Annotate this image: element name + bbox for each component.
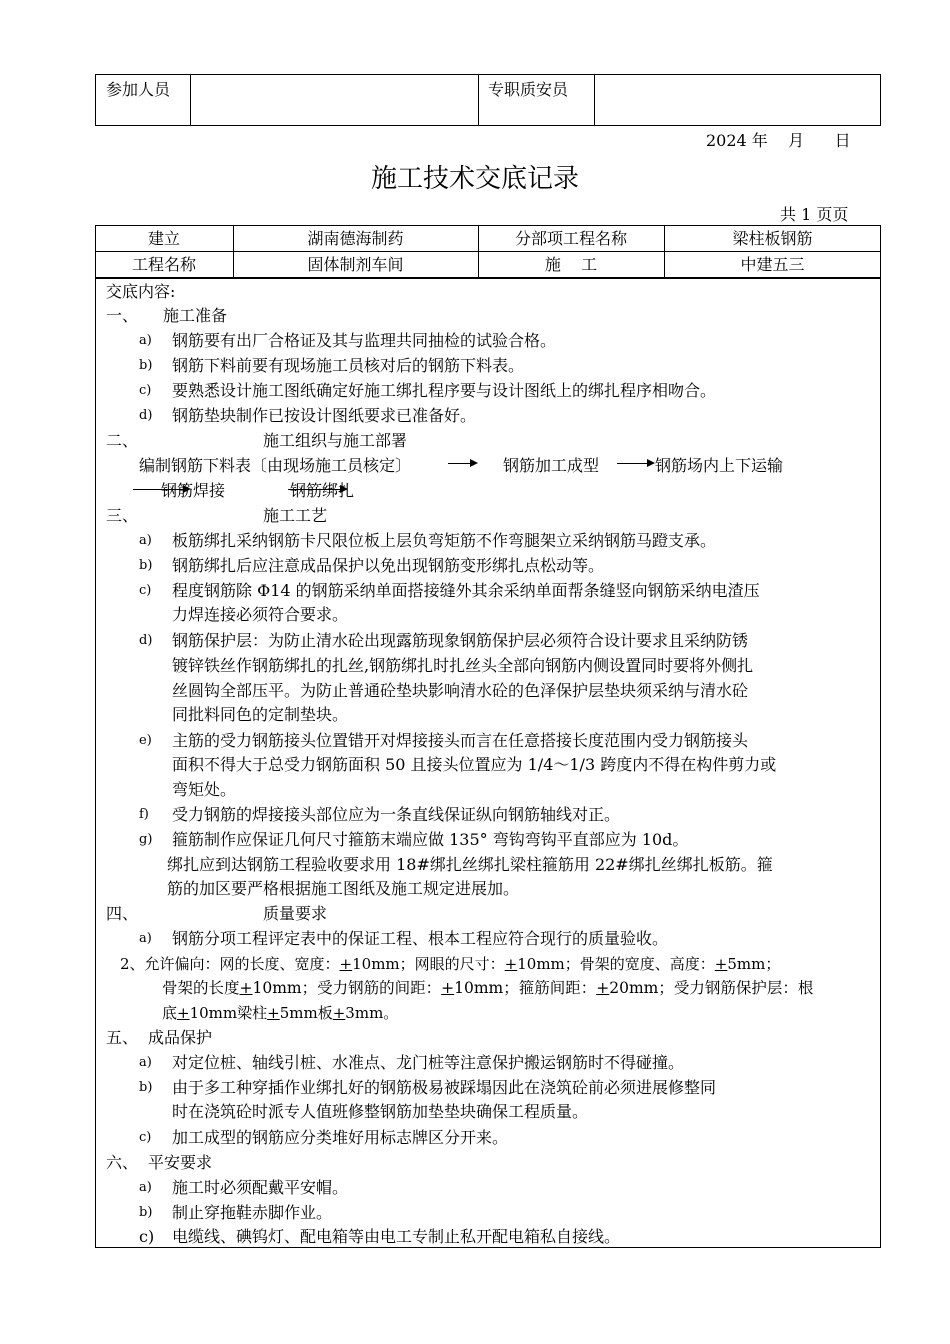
- tolerance-text: 10mm；箍筋间距：: [454, 979, 597, 997]
- item-marker: c): [139, 583, 152, 598]
- page-title: 施工技术交底记录: [370, 164, 579, 194]
- tolerance-line-2: [162, 976, 813, 1000]
- list-item-cont: 时在浇筑砼时派专人值班修整钢筋加垫垫块确保工程质量。: [172, 1102, 589, 1121]
- tolerance-text: 10mm；骨架的宽度、高度：: [517, 955, 715, 973]
- list-item-cont: 面积不得大于总受力钢筋面积 50 且接头位置应为 1/4～1/3 跨度内不得在构件剪力或: [172, 755, 777, 774]
- flow-arrow: [617, 463, 647, 464]
- list-item: 制止穿拖鞋赤脚作业。: [172, 1203, 333, 1222]
- plus-minus-sign: +: [332, 1004, 346, 1022]
- tolerance-text: 20mm；受力钢筋保护层：根: [609, 979, 814, 997]
- section-number: 四、: [106, 904, 139, 923]
- list-item-cont: 力焊连接必须符合要求。: [172, 605, 349, 624]
- item-marker: b): [139, 358, 153, 373]
- section-title: 质量要求: [263, 904, 328, 923]
- info-r1c3: 分部项工程名称: [514, 229, 627, 248]
- flow-step: 编制钢筋下料表〔由现场施工员核定〕: [139, 456, 412, 475]
- item-marker: c): [139, 1130, 152, 1145]
- list-item: 程度钢筋除 Φ14 的钢筋采纳单面搭接缝外其余采纳单面帮条缝竖向钢筋采纳电渣压: [172, 581, 760, 600]
- list-item: 箍筋制作应保证几何尺寸箍筋末端应做 135° 弯钩弯钩平直部应为 10d。: [172, 830, 689, 849]
- list-item-cont: 丝圆钩全部压平。为防止普通砼垫块影响清水砼的色泽保护层垫块须采纳与清水砼: [172, 681, 749, 700]
- list-item-cont: 绑扎应到达钢筋工程验收要求用 18#绑扎丝绑扎梁柱箍筋用 22#绑扎丝绑扎板筋。箍: [167, 855, 773, 874]
- item-marker: b): [139, 558, 153, 573]
- item-marker: d): [139, 408, 153, 423]
- info-r1c2: 湖南德海制药: [307, 229, 404, 248]
- tolerance-text: 骨架的长度: [162, 979, 240, 997]
- section-number: 三、: [106, 506, 139, 525]
- item-marker: e): [139, 733, 152, 748]
- tolerance-text: 5mm板: [279, 1004, 333, 1022]
- section-title: 施工工艺: [263, 506, 328, 525]
- item-marker: g): [139, 832, 153, 847]
- page-count: 共 1 页页: [780, 205, 849, 224]
- plus-minus-sign: +: [339, 955, 353, 973]
- flow-step: 钢筋场内上下运输: [655, 456, 784, 475]
- list-item: 钢筋保护层：为防止清水砼出现露筋现象钢筋保护层必须符合设计要求且采纳防锈: [172, 631, 749, 650]
- tolerance-text: 5mm；: [727, 955, 781, 973]
- plus-minus-sign: +: [714, 955, 728, 973]
- section-title: 成品保护: [148, 1028, 213, 1047]
- tolerance-text: 10mm；受力钢筋的间距：: [252, 979, 442, 997]
- item-marker: a): [139, 333, 152, 348]
- info-r1c1: 建立: [147, 229, 180, 248]
- tolerance-text: 2、允许偏向：网的长度、宽度：: [120, 955, 340, 973]
- plus-minus-sign: +: [596, 979, 610, 997]
- item-marker: b): [139, 1205, 153, 1220]
- tolerance-text: 10mm；网眼的尺寸：: [352, 955, 505, 973]
- info-r2c4: 中建五三: [740, 255, 805, 274]
- list-item: 受力钢筋的焊接接头部位应为一条直线保证纵向钢筋轴线对正。: [172, 805, 621, 824]
- item-marker: a): [139, 533, 152, 548]
- flow-step: 钢筋焊接: [161, 481, 226, 500]
- date-line: 2024 年 月 日: [706, 131, 851, 150]
- flow-step: 钢筋绑扎: [290, 481, 355, 500]
- section-title: 平安要求: [148, 1153, 213, 1172]
- info-r1c4: 梁柱板钢筋: [732, 229, 813, 248]
- plus-minus-sign: +: [177, 1004, 190, 1022]
- item-marker: a): [139, 1055, 152, 1070]
- item-marker: d): [139, 633, 153, 648]
- tolerance-line-1: [120, 952, 780, 976]
- list-item: 电缆线、碘钨灯、配电箱等由电工专制止私开配电箱私自接线。: [172, 1227, 621, 1246]
- tolerance-text: 10mm梁柱: [189, 1004, 268, 1022]
- list-item-cont: 筋的加区要严格根据施工图纸及施工规定进展加。: [167, 879, 520, 898]
- plus-minus-sign: +: [504, 955, 518, 973]
- plus-minus-sign: +: [441, 979, 455, 997]
- list-item: 要熟悉设计施工图纸确定好施工绑扎程序要与设计图纸上的绑扎程序相吻合。: [172, 381, 717, 400]
- list-item: 对定位桩、轴线引桩、水准点、龙门桩等注意保护搬运钢筋时不得碰撞。: [172, 1053, 685, 1072]
- list-item: 钢筋要有出厂合格证及其与监理共同抽检的试验合格。: [172, 331, 557, 350]
- info-r2c2: 固体制剂车间: [307, 255, 404, 274]
- tolerance-text: 3mm。: [345, 1004, 399, 1022]
- item-marker: c): [139, 1227, 155, 1246]
- plus-minus-sign: +: [239, 979, 253, 997]
- item-marker: f): [139, 807, 149, 822]
- item-marker: b): [139, 1080, 153, 1095]
- section-number: 一、: [106, 306, 139, 325]
- tolerance-text: 底: [162, 1004, 178, 1022]
- list-item: 钢筋绑扎后应注意成品保护以免出现钢筋变形绑扎点松动等。: [172, 556, 605, 575]
- section-title: 施工准备: [163, 306, 228, 325]
- list-item-cont: 镀锌铁丝作钢筋绑扎的扎丝,钢筋绑扎时扎丝头全部向钢筋内侧设置同时要将外侧扎: [172, 656, 754, 675]
- section-number: 二、: [106, 431, 139, 450]
- list-item: 施工时必须配戴平安帽。: [172, 1178, 349, 1197]
- tolerance-line-3: [162, 1001, 398, 1025]
- participants-label: 参加人员: [106, 80, 171, 99]
- content-heading: 交底内容:: [106, 282, 176, 301]
- plus-minus-sign: +: [267, 1004, 280, 1022]
- list-item: 钢筋下料前要有现场施工员核对后的钢筋下料表。: [172, 356, 525, 375]
- item-marker: a): [139, 931, 152, 946]
- list-item: 钢筋垫块制作已按设计图纸要求已准备好。: [172, 406, 477, 425]
- flow-arrow: [448, 463, 470, 464]
- info-r2c3: 施 工: [544, 255, 598, 274]
- item-marker: c): [139, 383, 152, 398]
- info-r2c1: 工程名称: [131, 255, 196, 274]
- list-item-cont: 弯矩处。: [172, 780, 237, 799]
- list-item: 板筋绑扎采纳钢筋卡尺限位板上层负弯矩筋不作弯腿架立采纳钢筋马蹬支承。: [172, 531, 717, 550]
- section-number: 五、: [106, 1028, 139, 1047]
- flow-step: 钢筋加工成型: [503, 456, 600, 475]
- list-item: 主筋的受力钢筋接头位置错开对焊接接头而言在任意搭接长度范围内受力钢筋接头: [172, 731, 749, 750]
- list-item: 加工成型的钢筋应分类堆好用标志牌区分开来。: [172, 1128, 509, 1147]
- list-item: 钢筋分项工程评定表中的保证工程、根本工程应符合现行的质量验收。: [172, 929, 669, 948]
- safety-officer-label: 专职质安员: [488, 80, 569, 99]
- list-item-cont: 同批料同色的定制垫块。: [172, 705, 349, 724]
- item-marker: a): [139, 1180, 152, 1195]
- list-item: 由于多工种穿插作业绑扎好的钢筋极易被踩塌因此在浇筑砼前必须进展修整同: [172, 1078, 717, 1097]
- section-number: 六、: [106, 1153, 139, 1172]
- section-title: 施工组织与施工部署: [263, 431, 408, 450]
